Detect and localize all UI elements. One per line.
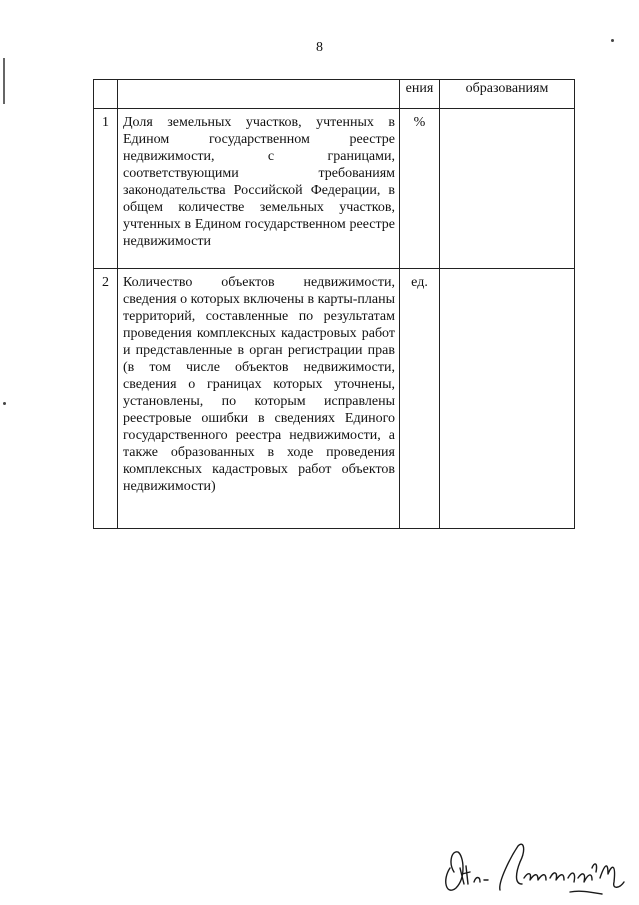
indicator-table xyxy=(93,79,575,529)
row-number: 2 xyxy=(94,269,118,529)
table-header-row xyxy=(94,80,575,109)
table-row xyxy=(94,109,575,269)
header-cell-description xyxy=(118,80,400,109)
row-value xyxy=(440,109,575,269)
header-cell-value: образованиям xyxy=(440,80,575,109)
row-unit: % xyxy=(400,109,440,269)
table-row xyxy=(94,269,575,529)
scan-mark-dot xyxy=(611,39,614,42)
signature xyxy=(440,838,630,898)
header-cell-number xyxy=(94,80,118,109)
row-description: Количество объектов недвижимости, сведения о которых включены в карты-планы территорий, составленные по результатам проведения комплексных кадастровых работ и представленные в орган регистрации прав (в том числе объектов недвижимости, сведения о границах которых уточнены, установлены, по которым исправлены реестровые ошибки в сведениях Единого государственного реестра недвижимости, а также образованных в ходе проведения комплексных кадастровых работ объектов недвижимости) xyxy=(118,269,400,529)
row-number: 1 xyxy=(94,109,118,269)
page-number: 8 xyxy=(316,40,323,55)
row-description: Доля земельных участков, учтенных в Едином государственном реестре недвижимости, с границами, соответствующими требованиям законодательства Российской Федерации, в общем количестве земельных участков, учтенных в Едином государственном реестре недвижимости xyxy=(118,109,400,269)
row-value xyxy=(440,269,575,529)
scan-mark-dot xyxy=(3,402,6,405)
scan-mark-left xyxy=(3,58,5,104)
header-cell-unit: ения xyxy=(400,80,440,109)
row-unit: ед. xyxy=(400,269,440,529)
